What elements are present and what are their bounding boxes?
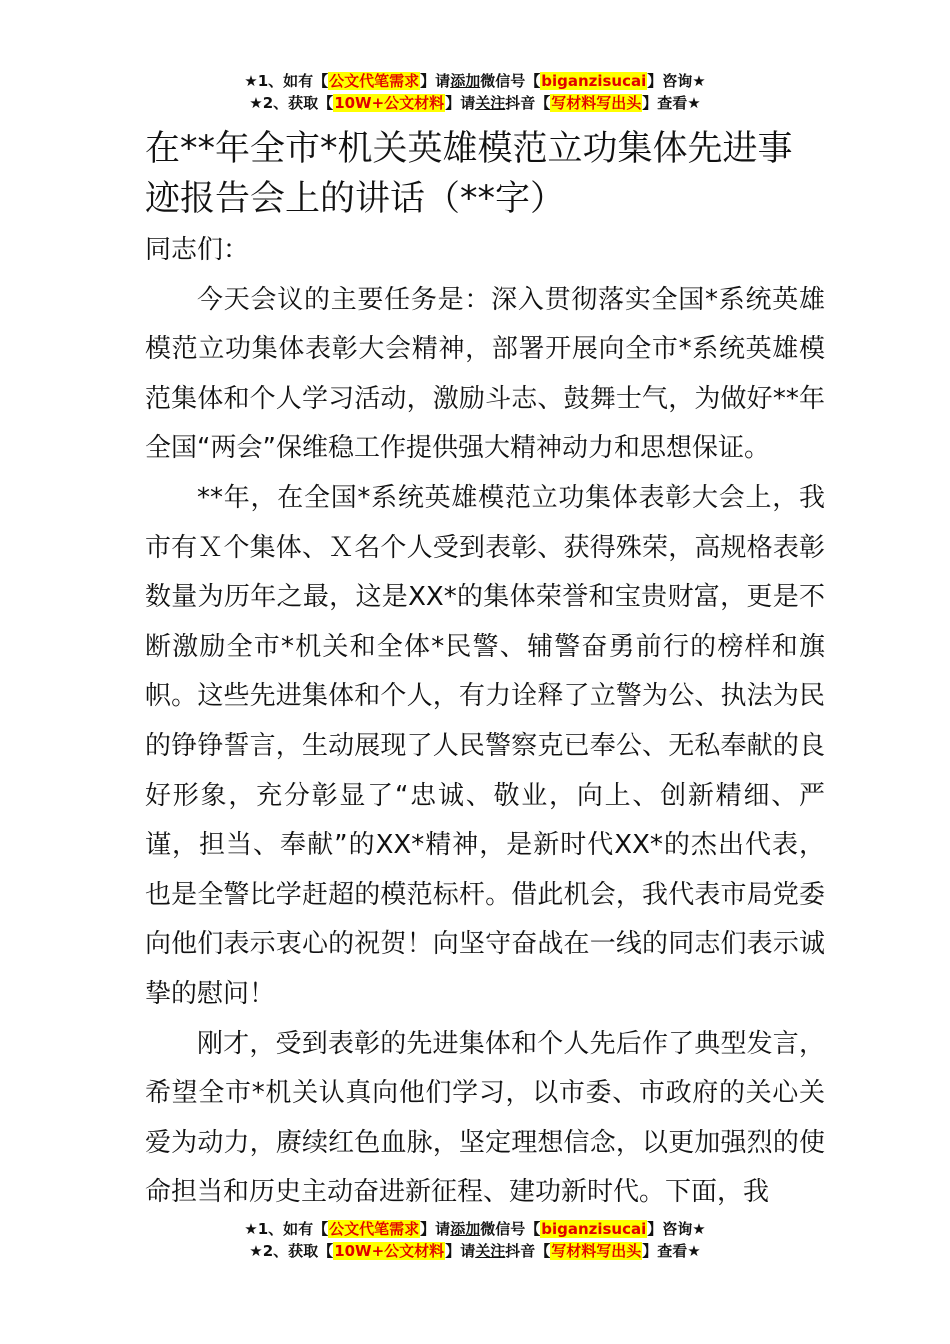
paragraph: 刚才，受到表彰的先进集体和个人先后作了典型发言，希望全市*机关认真向他们学习，以市委、市政府的关心关爱为动力，赓续红色血脉，坚定理想信念，以更加强烈的使命担当和历史主动奋进新征程、建功新时代。下面，我 [145, 1028, 825, 1208]
promo-line-2: ★2、获取【10W+公文材料】请关注抖音【写材料写出头】查看★ [249, 1242, 701, 1260]
douyin-account: 写材料写出头 [551, 94, 642, 112]
salutation: 同志们： [145, 235, 250, 265]
promo-highlight: 10W+公文材料 [334, 1242, 445, 1260]
wechat-id: biganzisucai [541, 1220, 647, 1238]
paragraph: 今天会议的主要任务是：深入贯彻落实全国*系统英雄模范立功集体表彰大会精神，部署开展向全市*系统英雄模范集体和个人学习活动，激励斗志、鼓舞士气，为做好**年全国“两会”保维稳工作提供强大精神动力和思想保证。 [145, 284, 825, 464]
document-title: 在**年全市*机关英雄模范立功集体先进事迹报告会上的讲话（**字） [145, 129, 793, 219]
promo-line-1: ★1、如有【公文代笔需求】请添加微信号【biganzisucai】咨询★ [244, 72, 706, 90]
promo-line-2: ★2、获取【10W+公文材料】请关注抖音【写材料写出头】查看★ [249, 94, 701, 112]
promo-highlight: 公文代笔需求 [329, 1220, 420, 1238]
douyin-account: 写材料写出头 [551, 1242, 642, 1260]
promo-banner-bottom [0, 1218, 950, 1262]
wechat-id: biganzisucai [541, 72, 647, 90]
paragraph: **年，在全国*系统英雄模范立功集体表彰大会上，我市有Ｘ个集体、Ｘ名个人受到表彰、获得殊荣，高规格表彰数量为历年之最，这是XX*的集体荣誉和宝贵财富，更是不断激励全市*机关和全体*民警、辅警奋勇前行的榜样和旗帜。这些先进集体和个人，有力诠释了立警为公、执法为民的铮铮誓言，生动展现了人民警察克已奉公、无私奉献的良好形象，充分彰显了“忠诚、敬业，向上、创新精细、严谨，担当、奉献”的XX*精神，是新时代XX*的杰出代表，也是全警比学赶超的模范标杆。借此机会，我代表市局党委向他们表示衷心的祝贺！向坚守奋战在一线的同志们表示诚挚的慰问！ [145, 482, 825, 1009]
promo-line-1: ★1、如有【公文代笔需求】请添加微信号【biganzisucai】咨询★ [244, 1220, 706, 1238]
promo-highlight: 10W+公文材料 [334, 94, 445, 112]
promo-banner-top [0, 70, 950, 114]
promo-highlight: 公文代笔需求 [329, 72, 420, 90]
document-body [145, 226, 825, 1218]
